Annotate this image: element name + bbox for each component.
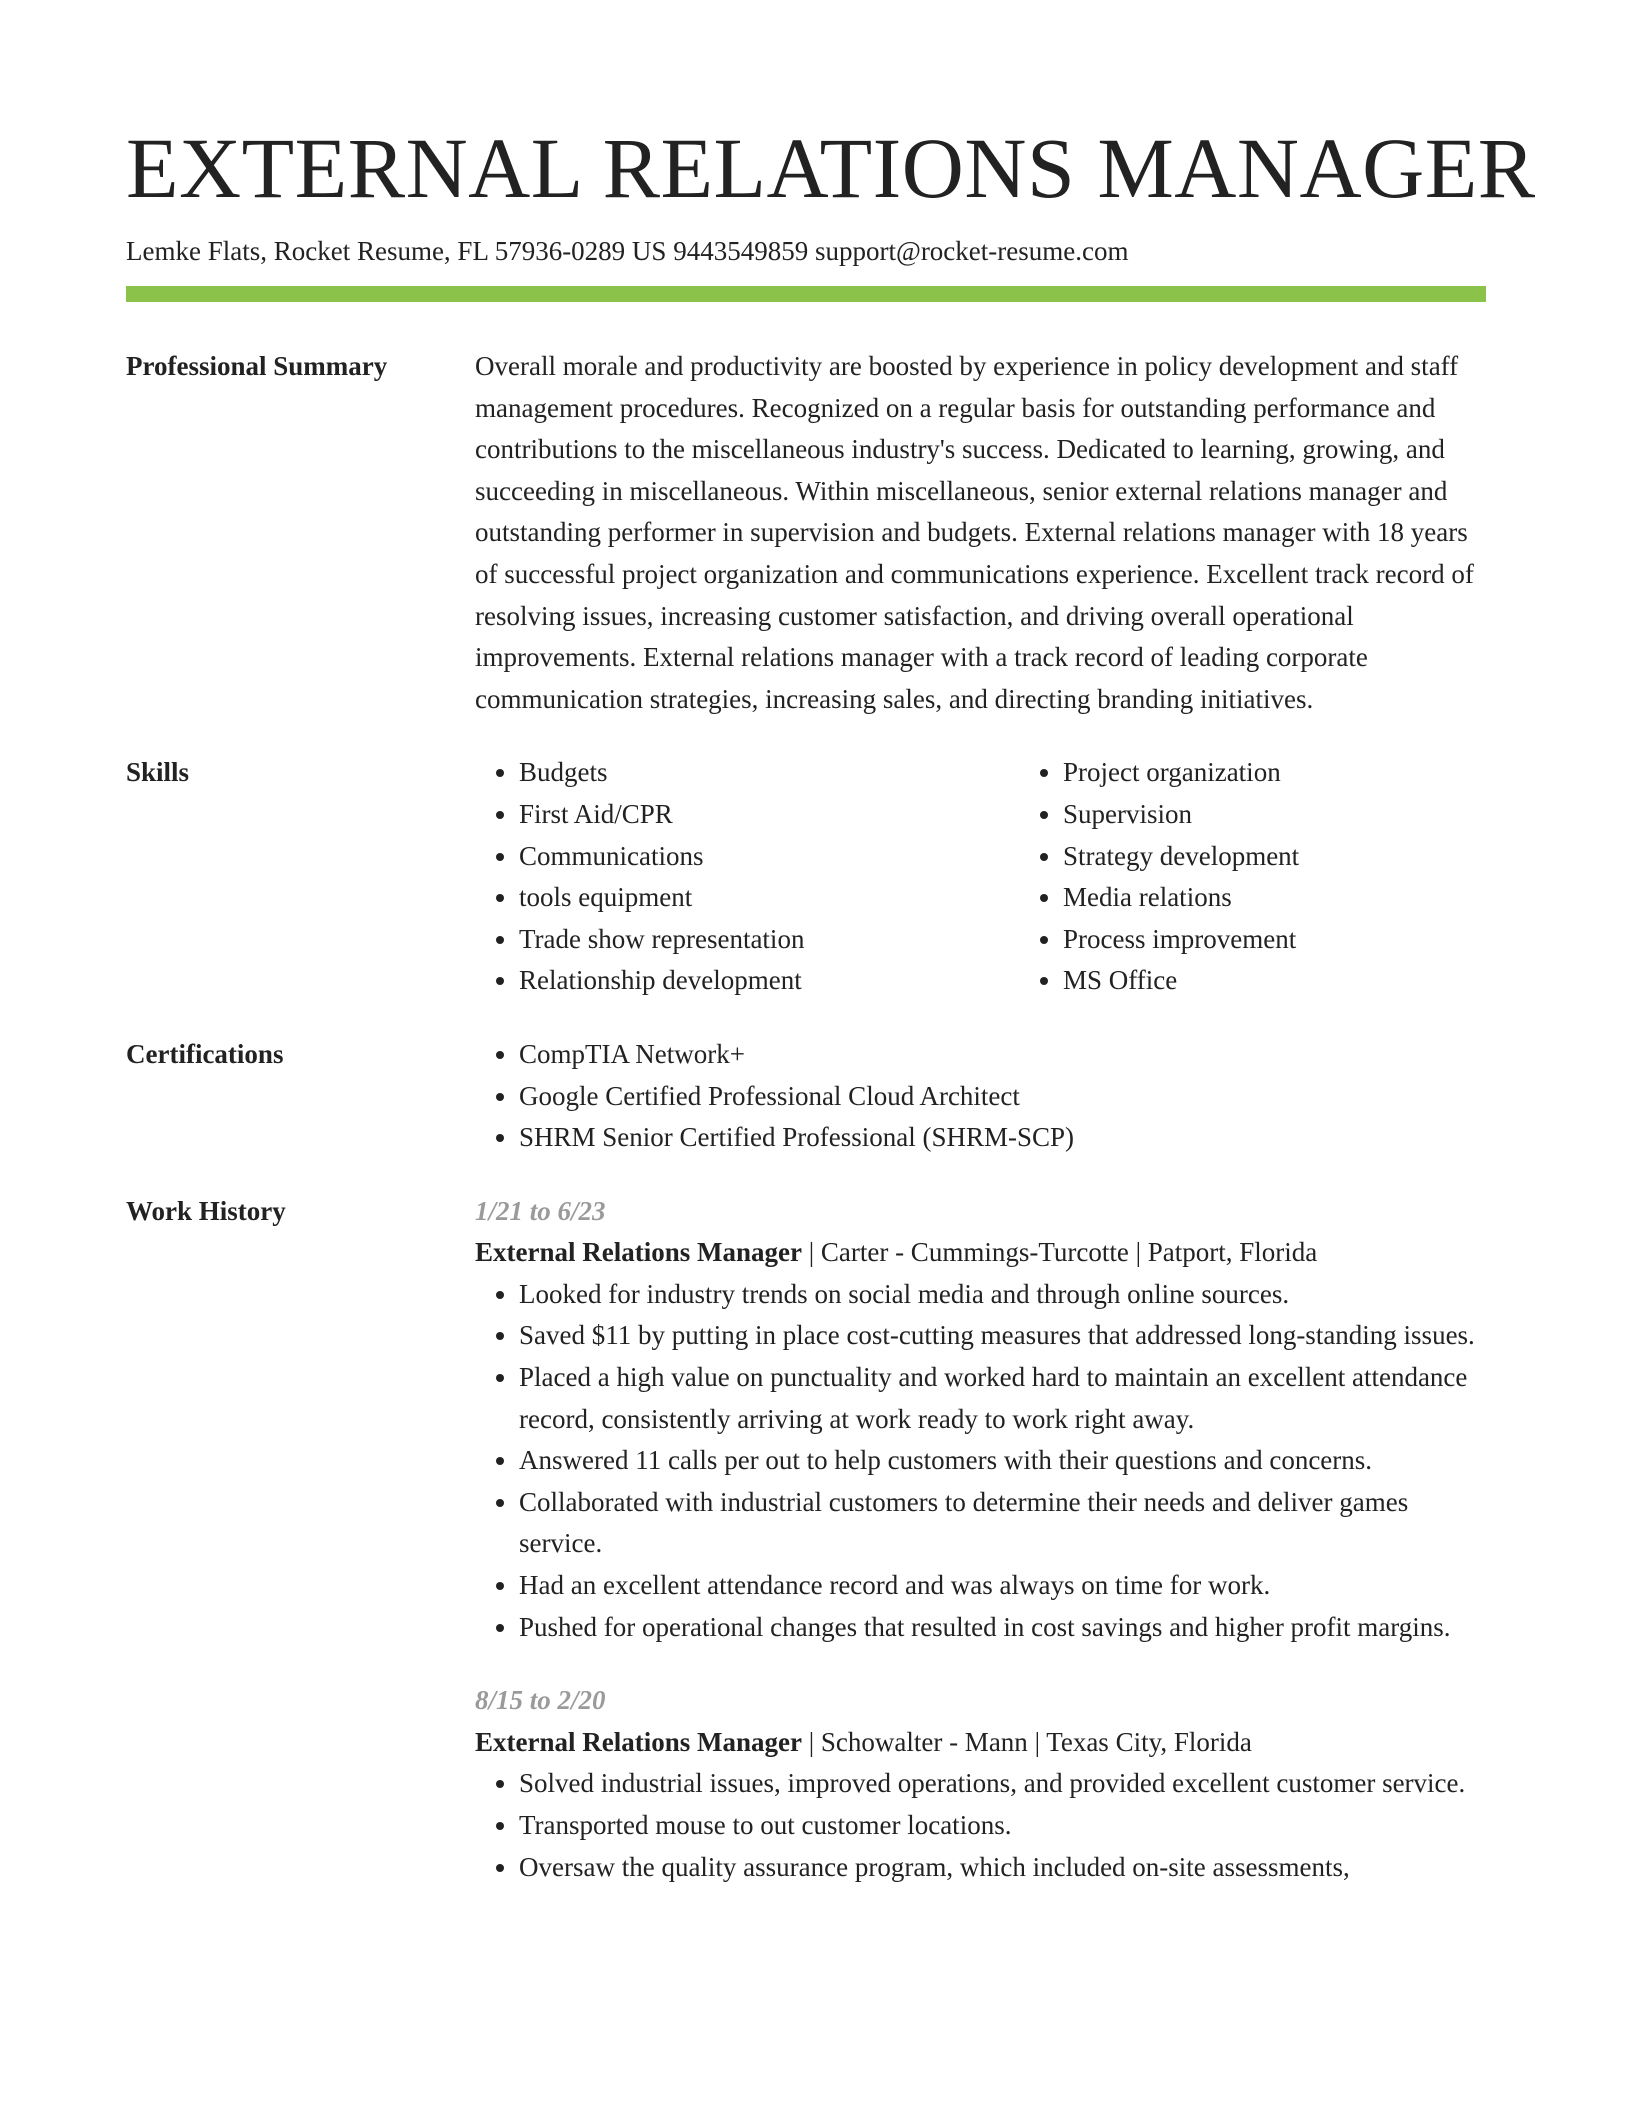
contact-line bbox=[126, 234, 1486, 268]
job-heading bbox=[475, 1722, 1486, 1764]
job-heading bbox=[475, 1232, 1486, 1274]
job-bullet: • Solved industrial issues, improved operations, and provided excellent customer service. bbox=[519, 1763, 1486, 1805]
certification-item: • SHRM Senior Certified Professional (SHRM-SCP) bbox=[519, 1117, 1486, 1159]
job-location: Patport, Florida bbox=[1147, 1237, 1318, 1268]
section-heading-certifications: Certifications bbox=[126, 1038, 284, 1069]
job-bullet: • Collaborated with industrial customers to determine their needs and deliver games service. bbox=[519, 1482, 1486, 1565]
job-entry bbox=[475, 1191, 1486, 1649]
job-bullets bbox=[475, 1763, 1486, 1888]
section-heading-skills: Skills bbox=[126, 757, 190, 788]
job-company: Carter - Cummings-Turcotte bbox=[820, 1237, 1129, 1268]
job-separator: | bbox=[1034, 1726, 1040, 1757]
job-bullet: • Saved $11 by putting in place cost-cutting measures that addressed long-standing issues. bbox=[519, 1315, 1486, 1357]
skill-item: • Communications bbox=[519, 836, 1019, 878]
job-separator: | bbox=[808, 1237, 815, 1268]
contact-email: support@rocket-resume.com bbox=[814, 236, 1129, 266]
job-dates: 8/15 to 2/20 bbox=[475, 1685, 606, 1716]
work-history-body bbox=[475, 1191, 1486, 1889]
job-title: External Relations Manager bbox=[475, 1726, 802, 1757]
contact-address: Lemke Flats, Rocket Resume, FL 57936-0289 US bbox=[126, 236, 667, 266]
job-bullet: • Transported mouse to out customer locations. bbox=[519, 1805, 1486, 1847]
skill-item: • Budgets bbox=[519, 752, 1019, 794]
certification-item: • Google Certified Professional Cloud Architect bbox=[519, 1076, 1486, 1118]
job-separator: | bbox=[808, 1726, 815, 1757]
skill-item: • Supervision bbox=[1063, 794, 1563, 836]
skill-item: • tools equipment bbox=[519, 877, 1019, 919]
section-heading-summary: Professional Summary bbox=[126, 351, 388, 381]
job-location: Texas City, Florida bbox=[1046, 1726, 1252, 1757]
certification-item: • CompTIA Network+ bbox=[519, 1034, 1486, 1076]
section-heading-work-history: Work History bbox=[126, 1195, 286, 1226]
skill-item: • Trade show representation bbox=[519, 919, 1019, 961]
job-bullets bbox=[475, 1274, 1486, 1648]
certifications-list bbox=[475, 1034, 1486, 1159]
job-bullet: • Pushed for operational changes that resulted in cost savings and higher profit margins. bbox=[519, 1607, 1486, 1649]
contact-phone: 9443549859 bbox=[673, 236, 809, 266]
job-bullet: • Placed a high value on punctuality and worked hard to maintain an excellent attendance record, consistently arriving at work ready to work right away. bbox=[519, 1357, 1486, 1440]
accent-divider bbox=[126, 286, 1486, 302]
skills-column-2 bbox=[1019, 752, 1563, 1002]
certifications-body bbox=[475, 1034, 1486, 1159]
professional-summary-section bbox=[126, 346, 1486, 720]
job-company: Schowalter - Mann bbox=[820, 1726, 1028, 1757]
certifications-section bbox=[126, 1034, 1486, 1159]
job-entry bbox=[475, 1680, 1486, 1888]
summary-text: Overall morale and productivity are boosted by experience in policy development and staff management procedures. Recognized on a regular basis for outstanding performance and contributions to the miscellaneous industry's success. Dedicated to learning, growing, and succeeding in miscellaneous. Within miscellaneous, senior external relations manager and outstanding performer in supervision and budgets. External relations manager with 18 years of successful project organization and communications experience. Excellent track record of resolving issues, increasing customer satisfaction, and driving overall operational improvements. External relations manager with a track record of leading corporate communication strategies, increasing sales, and directing branding initiatives. bbox=[475, 351, 1474, 714]
job-bullet: • Answered 11 calls per out to help customers with their questions and concerns. bbox=[519, 1440, 1486, 1482]
skill-item: • Project organization bbox=[1063, 752, 1563, 794]
skill-item: • Relationship development bbox=[519, 960, 1019, 1002]
resume-title: EXTERNAL RELATIONS MANAGER bbox=[126, 120, 1536, 216]
skill-item: • MS Office bbox=[1063, 960, 1563, 1002]
skills-section bbox=[126, 752, 1486, 1002]
skills-column-1 bbox=[475, 752, 1019, 1002]
job-bullet: • Looked for industry trends on social media and through online sources. bbox=[519, 1274, 1486, 1316]
skill-item: • Process improvement bbox=[1063, 919, 1563, 961]
skill-item: • Strategy development bbox=[1063, 836, 1563, 878]
job-title: External Relations Manager bbox=[475, 1237, 802, 1268]
skill-item: • Media relations bbox=[1063, 877, 1563, 919]
job-bullet: • Had an excellent attendance record and was always on time for work. bbox=[519, 1565, 1486, 1607]
job-bullet: • Oversaw the quality assurance program, which included on-site assessments, bbox=[519, 1847, 1486, 1889]
skill-item: • First Aid/CPR bbox=[519, 794, 1019, 836]
work-history-section bbox=[126, 1191, 1486, 1889]
job-separator: | bbox=[1135, 1237, 1141, 1268]
resume-page bbox=[126, 118, 1536, 1888]
skills-grid bbox=[475, 752, 1563, 1002]
job-dates: 1/21 to 6/23 bbox=[475, 1195, 606, 1226]
